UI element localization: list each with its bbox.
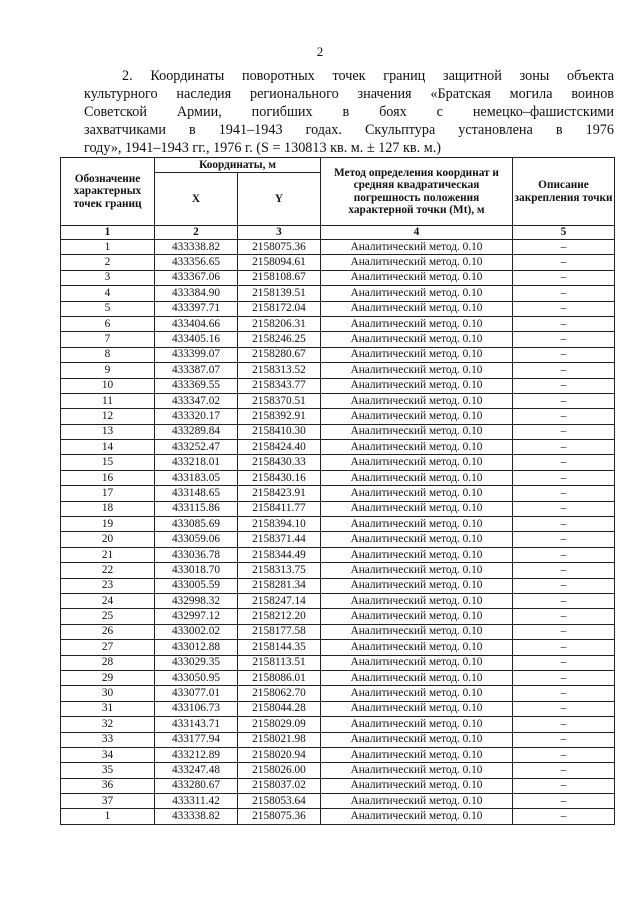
cell-description: –: [513, 517, 615, 532]
cell-description: –: [513, 393, 615, 408]
cell-description: –: [513, 255, 615, 270]
intro-line: году», 1941–1943 гг., 1976 г. (S = 130813 кв. м. ± 127 кв. м.): [84, 140, 441, 156]
cell-point: 31: [61, 701, 155, 716]
cell-point: 26: [61, 624, 155, 639]
cell-method: Аналитический метод. 0.10: [321, 578, 513, 593]
cell-x: 433247.48: [155, 763, 238, 778]
cell-point: 7: [61, 332, 155, 347]
cell-description: –: [513, 486, 615, 501]
cell-description: –: [513, 440, 615, 455]
cell-method: Аналитический метод. 0.10: [321, 655, 513, 670]
cell-x: 433148.65: [155, 486, 238, 501]
cell-y: 2158172.04: [238, 301, 321, 316]
cell-point: 24: [61, 593, 155, 608]
cell-x: 433085.69: [155, 517, 238, 532]
cell-y: 2158392.91: [238, 409, 321, 424]
table-row: [61, 455, 615, 470]
cell-description: –: [513, 378, 615, 393]
intro-line: культурного наследия регионального значения «Братская могила воинов: [84, 86, 614, 102]
cell-y: 2158371.44: [238, 532, 321, 547]
cell-point: 17: [61, 486, 155, 501]
cell-description: –: [513, 763, 615, 778]
table-row: [61, 316, 615, 331]
cell-method: Аналитический метод. 0.10: [321, 517, 513, 532]
cell-x: 433387.07: [155, 363, 238, 378]
cell-y: 2158343.77: [238, 378, 321, 393]
cell-description: –: [513, 532, 615, 547]
cell-method: Аналитический метод. 0.10: [321, 316, 513, 331]
intro-line: захватчиками в 1941–1943 годах. Скульптура установлена в 1976: [84, 122, 614, 138]
cell-y: 2158313.52: [238, 363, 321, 378]
table-row: [61, 347, 615, 362]
cell-point: 16: [61, 470, 155, 485]
cell-description: –: [513, 640, 615, 655]
cell-y: 2158313.75: [238, 563, 321, 578]
cell-point: 23: [61, 578, 155, 593]
table-row: [61, 532, 615, 547]
cell-x: 433036.78: [155, 547, 238, 562]
table-row: [61, 301, 615, 316]
cell-y: 2158020.94: [238, 747, 321, 762]
section-intro: [84, 67, 614, 157]
cell-x: 433050.95: [155, 670, 238, 685]
cell-method: Аналитический метод. 0.10: [321, 717, 513, 732]
cell-method: Аналитический метод. 0.10: [321, 240, 513, 255]
table-row: [61, 747, 615, 762]
cell-y: 2158281.34: [238, 578, 321, 593]
cell-point: 22: [61, 563, 155, 578]
cell-description: –: [513, 717, 615, 732]
header-description: Описание закрепления точки: [513, 158, 615, 226]
cell-x: 433218.01: [155, 455, 238, 470]
table-body: [61, 226, 615, 825]
cell-point: 20: [61, 532, 155, 547]
cell-point: 13: [61, 424, 155, 439]
cell-point: 5: [61, 301, 155, 316]
table-row: [61, 255, 615, 270]
cell-x: 433029.35: [155, 655, 238, 670]
cell-y: 2158423.91: [238, 486, 321, 501]
cell-x: 433397.71: [155, 301, 238, 316]
cell-point: 30: [61, 686, 155, 701]
cell-point: 10: [61, 378, 155, 393]
cell-point: 29: [61, 670, 155, 685]
cell-x: 433311.42: [155, 794, 238, 809]
cell-point: 15: [61, 455, 155, 470]
cell-point: 8: [61, 347, 155, 362]
cell-y: 2158206.31: [238, 316, 321, 331]
table-row: [61, 486, 615, 501]
cell-method: Аналитический метод. 0.10: [321, 286, 513, 301]
cell-x: 433384.90: [155, 286, 238, 301]
table-row: [61, 624, 615, 639]
cell-description: –: [513, 624, 615, 639]
cell-point: 34: [61, 747, 155, 762]
cell-point: 37: [61, 794, 155, 809]
table-row: [61, 778, 615, 793]
cell-point: 12: [61, 409, 155, 424]
cell-y: 2158086.01: [238, 670, 321, 685]
cell-description: –: [513, 593, 615, 608]
header-method: Метод определения координат и средняя квадратическая погрешность положения характерной точки (Mt), м: [321, 158, 513, 226]
cell-description: –: [513, 470, 615, 485]
cell-method: Аналитический метод. 0.10: [321, 763, 513, 778]
cell-point: 2: [61, 255, 155, 270]
cell-x: 433012.88: [155, 640, 238, 655]
cell-method: Аналитический метод. 0.10: [321, 747, 513, 762]
cell-method: Аналитический метод. 0.10: [321, 486, 513, 501]
cell-description: –: [513, 270, 615, 285]
cell-x: 433002.02: [155, 624, 238, 639]
cell-x: 433356.65: [155, 255, 238, 270]
cell-x: 433347.02: [155, 393, 238, 408]
cell-x: 433077.01: [155, 686, 238, 701]
cell-point: 32: [61, 717, 155, 732]
cell-y: 2158026.00: [238, 763, 321, 778]
cell-x: 433320.17: [155, 409, 238, 424]
cell-y: 2158247.14: [238, 593, 321, 608]
cell-x: 433405.16: [155, 332, 238, 347]
cell-y: 2158037.02: [238, 778, 321, 793]
cell-y: 2158139.51: [238, 286, 321, 301]
cell-description: –: [513, 686, 615, 701]
table-row: [61, 686, 615, 701]
cell-x: 432997.12: [155, 609, 238, 624]
table-row: [61, 332, 615, 347]
column-number: 5: [513, 226, 615, 240]
cell-method: Аналитический метод. 0.10: [321, 347, 513, 362]
cell-y: 2158094.61: [238, 255, 321, 270]
intro-line: 2. Координаты поворотных точек границ защитной зоны объекта: [122, 68, 614, 84]
cell-method: Аналитический метод. 0.10: [321, 470, 513, 485]
cell-y: 2158113.51: [238, 655, 321, 670]
cell-x: 432998.32: [155, 593, 238, 608]
cell-x: 433143.71: [155, 717, 238, 732]
cell-x: 433115.86: [155, 501, 238, 516]
coordinates-table: [60, 157, 615, 825]
cell-method: Аналитический метод. 0.10: [321, 501, 513, 516]
cell-y: 2158246.25: [238, 332, 321, 347]
cell-method: Аналитический метод. 0.10: [321, 424, 513, 439]
cell-y: 2158029.09: [238, 717, 321, 732]
cell-point: 27: [61, 640, 155, 655]
cell-method: Аналитический метод. 0.10: [321, 455, 513, 470]
table-row: [61, 440, 615, 455]
cell-x: 433059.06: [155, 532, 238, 547]
cell-method: Аналитический метод. 0.10: [321, 301, 513, 316]
cell-x: 433404.66: [155, 316, 238, 331]
cell-method: Аналитический метод. 0.10: [321, 593, 513, 608]
cell-method: Аналитический метод. 0.10: [321, 624, 513, 639]
cell-point: 9: [61, 363, 155, 378]
table-header: [61, 158, 615, 226]
column-number: 2: [155, 226, 238, 240]
cell-method: Аналитический метод. 0.10: [321, 809, 513, 824]
table-row: [61, 655, 615, 670]
cell-description: –: [513, 347, 615, 362]
cell-point: 11: [61, 393, 155, 408]
cell-description: –: [513, 455, 615, 470]
header-y: Y: [238, 173, 321, 226]
cell-y: 2158144.35: [238, 640, 321, 655]
cell-description: –: [513, 670, 615, 685]
cell-description: –: [513, 363, 615, 378]
cell-method: Аналитический метод. 0.10: [321, 778, 513, 793]
cell-point: 14: [61, 440, 155, 455]
cell-description: –: [513, 578, 615, 593]
cell-description: –: [513, 501, 615, 516]
cell-method: Аналитический метод. 0.10: [321, 732, 513, 747]
cell-description: –: [513, 747, 615, 762]
cell-point: 3: [61, 270, 155, 285]
cell-method: Аналитический метод. 0.10: [321, 547, 513, 562]
cell-y: 2158044.28: [238, 701, 321, 716]
cell-y: 2158411.77: [238, 501, 321, 516]
table-row: [61, 717, 615, 732]
cell-description: –: [513, 794, 615, 809]
cell-method: Аналитический метод. 0.10: [321, 563, 513, 578]
cell-description: –: [513, 701, 615, 716]
cell-point: 36: [61, 778, 155, 793]
cell-point: 4: [61, 286, 155, 301]
table-row: [61, 501, 615, 516]
cell-description: –: [513, 609, 615, 624]
cell-description: –: [513, 809, 615, 824]
table-row: [61, 363, 615, 378]
cell-y: 2158053.64: [238, 794, 321, 809]
cell-x: 433280.67: [155, 778, 238, 793]
column-number: 3: [238, 226, 321, 240]
cell-y: 2158344.49: [238, 547, 321, 562]
cell-x: 433018.70: [155, 563, 238, 578]
table-row: [61, 763, 615, 778]
cell-y: 2158394.10: [238, 517, 321, 532]
cell-x: 433369.55: [155, 378, 238, 393]
cell-y: 2158177.58: [238, 624, 321, 639]
cell-y: 2158410.30: [238, 424, 321, 439]
cell-description: –: [513, 732, 615, 747]
cell-method: Аналитический метод. 0.10: [321, 409, 513, 424]
cell-description: –: [513, 424, 615, 439]
cell-method: Аналитический метод. 0.10: [321, 686, 513, 701]
cell-x: 433367.06: [155, 270, 238, 285]
table-row: [61, 701, 615, 716]
cell-x: 433252.47: [155, 440, 238, 455]
cell-description: –: [513, 547, 615, 562]
cell-method: Аналитический метод. 0.10: [321, 332, 513, 347]
cell-description: –: [513, 240, 615, 255]
cell-x: 433338.82: [155, 240, 238, 255]
cell-point: 1: [61, 809, 155, 824]
table-row: [61, 732, 615, 747]
cell-y: 2158370.51: [238, 393, 321, 408]
table-row: [61, 593, 615, 608]
table-row: [61, 640, 615, 655]
cell-method: Аналитический метод. 0.10: [321, 393, 513, 408]
cell-y: 2158430.16: [238, 470, 321, 485]
cell-method: Аналитический метод. 0.10: [321, 440, 513, 455]
cell-method: Аналитический метод. 0.10: [321, 609, 513, 624]
table-row: [61, 378, 615, 393]
cell-description: –: [513, 286, 615, 301]
cell-method: Аналитический метод. 0.10: [321, 532, 513, 547]
cell-y: 2158075.36: [238, 809, 321, 824]
cell-y: 2158212.20: [238, 609, 321, 624]
cell-point: 28: [61, 655, 155, 670]
cell-description: –: [513, 316, 615, 331]
cell-method: Аналитический метод. 0.10: [321, 670, 513, 685]
cell-method: Аналитический метод. 0.10: [321, 378, 513, 393]
cell-x: 433005.59: [155, 578, 238, 593]
table-row: [61, 393, 615, 408]
table-row: [61, 409, 615, 424]
cell-description: –: [513, 655, 615, 670]
table-row: [61, 578, 615, 593]
cell-description: –: [513, 563, 615, 578]
table-row: [61, 270, 615, 285]
table-row: [61, 470, 615, 485]
cell-y: 2158062.70: [238, 686, 321, 701]
cell-method: Аналитический метод. 0.10: [321, 270, 513, 285]
cell-description: –: [513, 778, 615, 793]
cell-method: Аналитический метод. 0.10: [321, 363, 513, 378]
cell-point: 1: [61, 240, 155, 255]
table-row: [61, 563, 615, 578]
cell-method: Аналитический метод. 0.10: [321, 640, 513, 655]
cell-x: 433177.94: [155, 732, 238, 747]
cell-x: 433106.73: [155, 701, 238, 716]
cell-description: –: [513, 301, 615, 316]
header-x: X: [155, 173, 238, 226]
cell-point: 25: [61, 609, 155, 624]
cell-x: 433338.82: [155, 809, 238, 824]
cell-point: 19: [61, 517, 155, 532]
cell-description: –: [513, 409, 615, 424]
column-number: 4: [321, 226, 513, 240]
table-row: [61, 809, 615, 824]
cell-x: 433183.05: [155, 470, 238, 485]
table-row: [61, 240, 615, 255]
cell-method: Аналитический метод. 0.10: [321, 794, 513, 809]
table-row: [61, 424, 615, 439]
intro-line: Советской Армии, погибших в боях с немецко–фашистскими: [84, 104, 614, 120]
table-row: [61, 794, 615, 809]
cell-point: 35: [61, 763, 155, 778]
header-coordinates: Координаты, м: [155, 158, 321, 173]
cell-point: 18: [61, 501, 155, 516]
column-number: 1: [61, 226, 155, 240]
page-number: 2: [316, 44, 324, 59]
cell-x: 433399.07: [155, 347, 238, 362]
cell-y: 2158108.67: [238, 270, 321, 285]
column-number-row: [61, 226, 615, 240]
cell-y: 2158430.33: [238, 455, 321, 470]
table-row: [61, 286, 615, 301]
cell-method: Аналитический метод. 0.10: [321, 701, 513, 716]
cell-y: 2158021.98: [238, 732, 321, 747]
cell-description: –: [513, 332, 615, 347]
table-row: [61, 670, 615, 685]
cell-y: 2158075.36: [238, 240, 321, 255]
table-row: [61, 609, 615, 624]
cell-method: Аналитический метод. 0.10: [321, 255, 513, 270]
header-point: Обозначение характерных точек границ: [61, 158, 155, 226]
cell-point: 33: [61, 732, 155, 747]
cell-y: 2158424.40: [238, 440, 321, 455]
cell-point: 21: [61, 547, 155, 562]
cell-x: 433212.89: [155, 747, 238, 762]
table-row: [61, 547, 615, 562]
cell-x: 433289.84: [155, 424, 238, 439]
cell-y: 2158280.67: [238, 347, 321, 362]
table-row: [61, 517, 615, 532]
cell-point: 6: [61, 316, 155, 331]
